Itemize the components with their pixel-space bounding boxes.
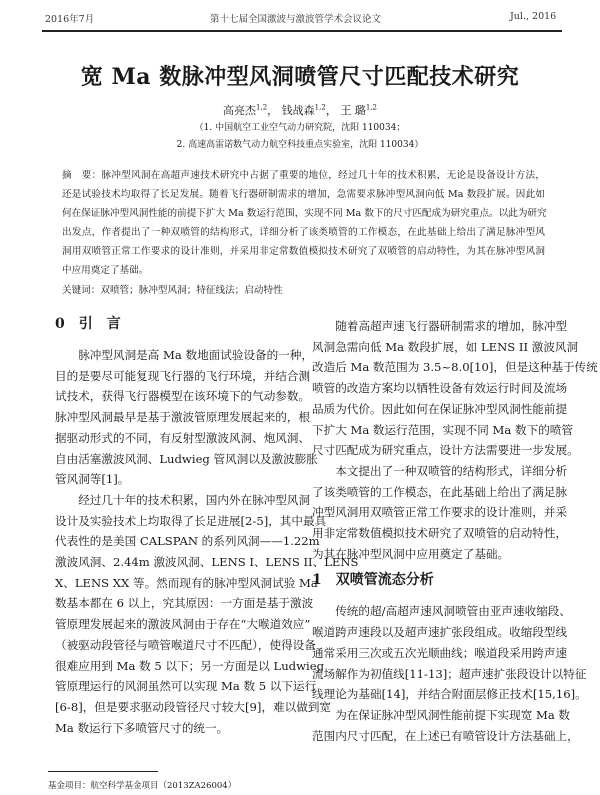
body-text-line: 经过几十年的技术积累，国内外在脉冲型风洞 (55, 492, 311, 507)
body-text-line: 目的是要尽可能复现飞行器的飞行环境，并结合测 (55, 368, 311, 383)
body-text-line: 脉冲型风洞是高 Ma 数地面试验设备的一种， (55, 348, 314, 362)
abstract-line: 还是试验技术均取得了长足发展。随着飞行器研制需求的增加，急需要求脉冲型风洞向低 Ma 数段扩展。因此如 (62, 189, 545, 200)
abstract-line: 中应用奠定了基础。 (62, 265, 149, 276)
body-text-line: 本文提出了一种双喷管的结构形式，详细分析 (312, 463, 568, 478)
body-text-line: 据驱动形式的不同，有反射型激波风洞、炮风洞、 (55, 430, 311, 445)
body-text-line: 管风洞等[1]。 (55, 472, 130, 487)
body-text-line: 代表性的是美国 CALSPAN 的系列风洞——1.22m (55, 534, 320, 549)
section-heading: 1 双喷管流态分析 (312, 572, 434, 589)
header-conference: 第十七届全国激波与激波管学术会议论文 (210, 14, 382, 25)
body-text-line: 为在保证脉冲型风洞性能前提下实现宽 Ma 数 (312, 707, 571, 722)
body-text-line: 喷管的改造方案均以牺牲设备有效运行时间及流场 (312, 381, 568, 396)
footnote-rule (48, 771, 158, 772)
body-text-line: 改造后 Ma 数范围为 3.5~8.0[10]，但是这种基于传统 (312, 360, 598, 375)
body-text-line: 了该类喷管的工作模态，在此基础上给出了满足脉 (312, 484, 568, 499)
body-text-line: 设计及实验技术上均取得了长足进展[2-5]，其中最具 (55, 513, 327, 528)
body-text-line: [6-8]，但是要求驱动段管径尺寸较大[9]，难以做到宽 (55, 699, 332, 714)
body-text-line: 喉道跨声速段以及超声速扩张段组成。收缩段型线 (312, 625, 568, 640)
keywords: 关键词：双喷管；脉冲型风洞；特征线法；启动特性 (62, 285, 283, 296)
body-text-line: （被驱动段管径与喷管喉道尺寸不匹配），使得设备 (55, 637, 316, 652)
header-rule (42, 30, 562, 32)
body-text-line: 数基本都在 6 以上，究其原因：一方面是基于激波 (55, 596, 314, 611)
header-date-en: Jul., 2016 (510, 11, 557, 22)
body-text-line: 品质为代价。因此如何在保证脉冲型风洞性能前提 (312, 401, 568, 416)
author-name: 王 璐 (340, 104, 366, 117)
section-heading: 0 引 言 (55, 316, 121, 332)
body-text-line: 范围内尺寸匹配，在上述已有喷管设计方法基础上， (312, 728, 579, 743)
body-text-line: X、LENS XX 等。然而现有的脉冲型风洞试验 Ma (55, 575, 318, 590)
author-name: 高亮杰 (223, 104, 257, 117)
abstract-line: 洞用双喷管正常工作要求的设计准则，并采用非定常数值模拟技术研究了双喷管的启动特性，为其在脉冲型风洞 (62, 246, 545, 257)
author-name: 钱战森 (281, 104, 315, 117)
affiliation-2: 2. 高速高雷诺数气动力航空科技重点实验室，沈阳 110034） (176, 140, 424, 150)
body-text-line: 流场解作为初值线[11-13]；超声速扩张段设计以特征 (312, 666, 587, 681)
body-text-line: 通常采用三次或五次光顺曲线；喉道段采用跨声速 (312, 645, 568, 660)
author-affiliation-mark: 1,2 (314, 103, 326, 112)
body-text-line: 激波风洞、2.44m 激波风洞、LENS I、LENS II、LENS (55, 555, 359, 569)
body-text-line: 下扩大 Ma 数运行范围，实现不同 Ma 数下的喷管 (312, 422, 573, 437)
body-text-line: 管原理发展起来的激波风洞由于存在“大喉道效应” (55, 617, 311, 632)
body-text-line: 用非定常数值模拟技术研究了双喷管的启动特性， (312, 526, 568, 540)
paper-title: 宽 Ma 数脉冲型风洞喷管尺寸匹配技术研究 (80, 64, 520, 90)
abstract-line: 出发点，作者提出了一种双喷管的结构形式，详细分析了该类喷管的工作模态，在此基础上给出了满足脉冲型风 (62, 227, 545, 238)
body-text-line: 风洞急需向低 Ma 数段扩展，如 LENS II 激波风洞 (312, 339, 579, 354)
footnote-funding: 基金项目：航空科学基金项目（2013ZA26004） (48, 781, 237, 791)
body-text-line: 试技术，获得飞行器模型在该环境下的气动参数。 (55, 389, 311, 404)
affiliation-1: （1. 中国航空工业空气动力研究院，沈阳 110034； (194, 123, 406, 133)
body-text-line: 为其在脉冲型风洞中应用奠定了基础。 (312, 546, 510, 561)
body-text-line: 尺寸匹配成为研究重点，设计方法需要进一步发展。 (312, 443, 579, 458)
body-text-line: 自由活塞激波风洞、Ludwieg 管风洞以及激波膨胀 (55, 451, 318, 466)
abstract-line: 摘 要：脉冲型风洞在高超声速技术研究中占据了重要的地位，经过几十年的技术积累，无论是设备设计方法， (62, 170, 545, 181)
body-text-line: 随着高超声速飞行器研制需求的增加，脉冲型 (312, 319, 568, 333)
author-affiliation-mark: 1,2 (365, 103, 377, 112)
body-text-line: 管原理运行的风洞虽然可以实现 Ma 数 5 以下运行 (55, 679, 317, 694)
author-affiliation-mark: 1,2 (256, 103, 268, 112)
body-text-line: 线理论为基础[14]，并结合附面层修正技术[15,16]。 (312, 687, 587, 702)
header-date: 2016年7月 (45, 14, 95, 25)
body-text-line: 脉冲型风洞最早是基于激波管原理发展起来的，根 (55, 410, 311, 425)
author-list: 高亮杰$^{1,2}$， 钱战森$^{1,2}$， 王 璐$^{1,2}$ (223, 103, 377, 117)
body-text-line: 很难应用到 Ma 数 5 以下；另一方面是以 Ludwieg (55, 658, 324, 673)
body-text-line: 传统的超/高超声速风洞喷管由亚声速收缩段、 (312, 604, 571, 619)
body-text-line: 冲型风洞用双喷管正常工作要求的设计准则，并采 (312, 505, 568, 520)
abstract-line: 何在保证脉冲型风洞性能的前提下扩大 Ma 数运行范围，实现不同 Ma 数下的尺寸匹配成为研究重点。以此为研究 (62, 208, 547, 219)
body-text-line: Ma 数运行下多喷管尺寸的统一。 (55, 720, 229, 735)
